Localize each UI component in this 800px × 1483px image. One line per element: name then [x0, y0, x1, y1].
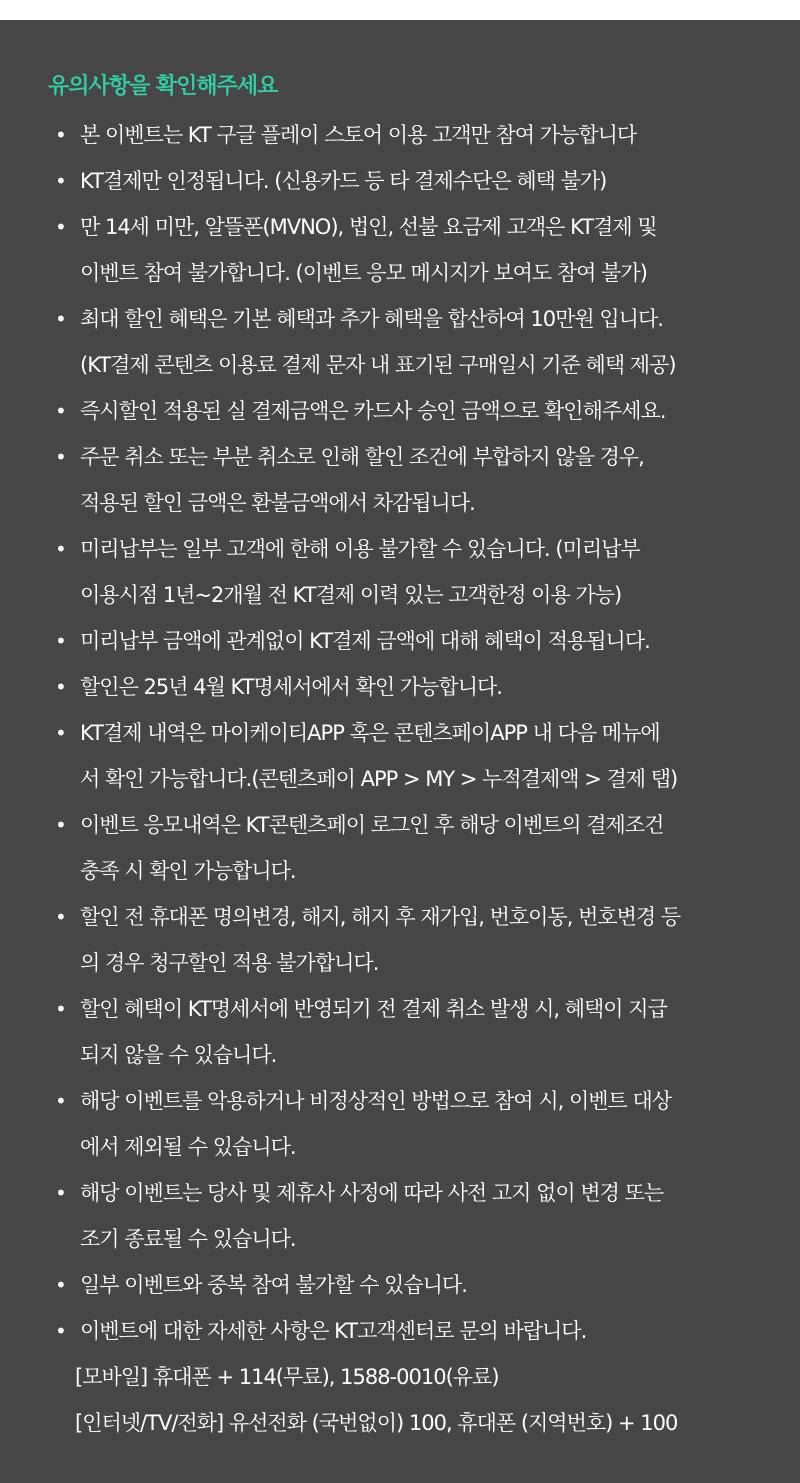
bullet-icon: • — [55, 721, 66, 745]
list-item — [0, 618, 800, 664]
notice-item-text: 이벤트에 대한 자세한 사항은 KT고객센터로 문의 바랍니다. — [80, 1319, 587, 1343]
list-item — [0, 986, 800, 1078]
bullet-icon: • — [55, 629, 66, 653]
bullet-icon: • — [55, 1273, 66, 1297]
bullet-icon: • — [55, 307, 66, 331]
notice-item-text: 주문 취소 또는 부분 취소로 인해 할인 조건에 부합하지 않을 경우, 적용된 할인 금액은 환불금액에서 차감됩니다. — [80, 445, 644, 515]
notice-item-text: 할인 전 휴대폰 명의변경, 해지, 해지 후 재가입, 번호이동, 번호변경 등 의 경우 청구할인 적용 불가합니다. — [80, 905, 681, 975]
list-item — [0, 1170, 800, 1262]
list-item — [0, 526, 800, 618]
bullet-icon: • — [55, 1319, 66, 1343]
notice-item-text: 할인은 25년 4월 KT명세서에서 확인 가능합니다. — [80, 675, 502, 699]
bullet-icon: • — [55, 813, 66, 837]
list-item — [0, 894, 800, 986]
list-item — [0, 710, 800, 802]
bullet-icon: • — [55, 675, 66, 699]
notice-title: 유의사항을 확인해주세요 — [48, 74, 278, 99]
notice-item-text: 해당 이벤트를 악용하거나 비정상적인 방법으로 참여 시, 이벤트 대상 에서 제외될 수 있습니다. — [80, 1089, 672, 1159]
bullet-icon: • — [55, 537, 66, 561]
list-item — [0, 158, 800, 204]
list-item — [0, 1262, 800, 1308]
notice-item-text: 해당 이벤트는 당사 및 제휴사 사정에 따라 사전 고지 없이 변경 또는 조기 종료될 수 있습니다. — [80, 1181, 664, 1251]
notice-item-text: 할인 혜택이 KT명세서에 반영되기 전 결제 취소 발생 시, 혜택이 지급 되지 않을 수 있습니다. — [80, 997, 667, 1067]
list-item — [0, 1078, 800, 1170]
list-item — [0, 388, 800, 434]
bullet-icon: • — [55, 905, 66, 929]
list-item — [0, 434, 800, 526]
list-item — [0, 296, 800, 388]
notice-item-text: 최대 할인 혜택은 기본 혜택과 추가 혜택을 합산하여 10만원 입니다. (KT결제 콘텐츠 이용료 결제 문자 내 표기된 구매일시 기준 혜택 제공) — [80, 307, 676, 377]
notice-item-text: 만 14세 미만, 알뜰폰(MVNO), 법인, 선불 요금제 고객은 KT결제 및 이벤트 참여 불가합니다. (이벤트 응모 메시지가 보여도 참여 불가) — [80, 215, 657, 285]
notice-item-text: 미리납부 금액에 관계없이 KT결제 금액에 대해 혜택이 적용됩니다. — [80, 629, 650, 653]
contact-internet-tv-phone: [인터넷/TV/전화] 유선전화 (국번없이) 100, 휴대폰 (지역번호) + 100 — [75, 1411, 678, 1435]
notice-item-text: 즉시할인 적용된 실 결제금액은 카드사 승인 금액으로 확인해주세요. — [80, 399, 666, 423]
bullet-icon: • — [55, 169, 66, 193]
notice-panel — [0, 20, 800, 1483]
notice-item-text: 본 이벤트는 KT 구글 플레이 스토어 이용 고객만 참여 가능합니다 — [80, 123, 637, 147]
list-item — [0, 204, 800, 296]
list-item — [0, 112, 800, 158]
list-item — [0, 664, 800, 710]
notice-list — [0, 112, 800, 1446]
bullet-icon: • — [55, 445, 66, 469]
list-item — [0, 802, 800, 894]
bullet-icon: • — [55, 399, 66, 423]
bullet-icon: • — [55, 1089, 66, 1113]
notice-item-text: 일부 이벤트와 중복 참여 불가할 수 있습니다. — [80, 1273, 467, 1297]
notice-item-text: KT결제 내역은 마이케이티APP 혹은 콘텐츠페이APP 내 다음 메뉴에 서 확인 가능합니다.(콘텐츠페이 APP > MY > 누적결제액 > 결제 탭) — [80, 721, 678, 791]
notice-item-text: 미리납부는 일부 고객에 한해 이용 불가할 수 있습니다. (미리납부 이용시점 1년~2개월 전 KT결제 이력 있는 고객한정 이용 가능) — [80, 537, 640, 607]
notice-item-text: KT결제만 인정됩니다. (신용카드 등 타 결제수단은 혜택 불가) — [80, 169, 607, 193]
notice-item-text: 이벤트 응모내역은 KT콘텐츠페이 로그인 후 해당 이벤트의 결제조건 충족 시 확인 가능합니다. — [80, 813, 664, 883]
list-item — [0, 1308, 800, 1446]
bullet-icon: • — [55, 215, 66, 239]
bullet-icon: • — [55, 997, 66, 1021]
bullet-icon: • — [55, 123, 66, 147]
bullet-icon: • — [55, 1181, 66, 1205]
contact-mobile: [모바일] 휴대폰 + 114(무료), 1588-0010(유료) — [75, 1365, 499, 1389]
